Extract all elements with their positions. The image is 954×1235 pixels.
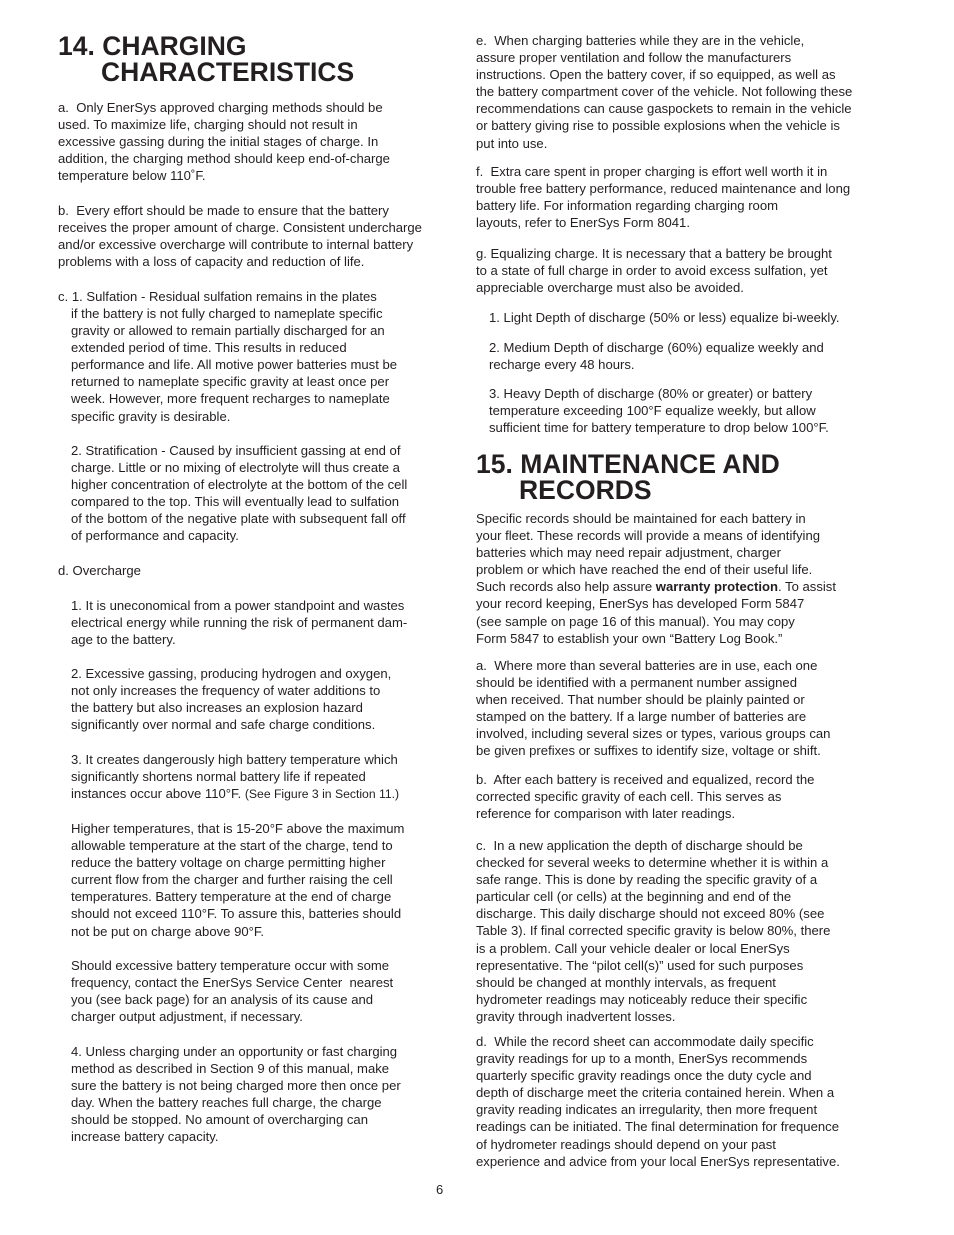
section-15-title-line2: RECORDS bbox=[519, 475, 652, 505]
paragraph-14g3: 3. Heavy Depth of discharge (80% or greater) or battery temperature exceeding 100°F equalize weekly, but allow sufficient time for battery temperature to drop below 100°F. bbox=[489, 386, 829, 436]
section-15-number: 15. bbox=[476, 449, 513, 479]
section-14-number: 14. bbox=[58, 31, 95, 61]
paragraph-15d: d. While the record sheet can accommodate daily specific gravity readings for up to a month, EnerSys recommends quarterly specific gravity readings once the duty cycle and depth of discharge meet the criteria contained herein. When a gravity reading indicates an irregularity, then more frequent readings can be initiated. The final determination for frequence of hydrometer readings should depend on your past experience and advice from your local EnerSys representative. bbox=[476, 1034, 840, 1169]
section-14-title-line1: CHARGING bbox=[102, 31, 247, 61]
paragraph-14e: e. When charging batteries while they are in the vehicle, assure proper ventilation and follow the manufacturers instructions. Open the battery cover, if so equipped, as well as the battery compartment cover of the vehicle. Not following these recommendations can cause gaspockets to remain in the vehicle or battery giving rise to possible explosions when the vehicle is put into use. bbox=[476, 33, 853, 151]
paragraph-14g2: 2. Medium Depth of discharge (60%) equalize weekly and recharge every 48 hours. bbox=[489, 340, 824, 373]
d3-last-text: instances occur above 110°F. bbox=[71, 786, 245, 801]
intro-text-2: . To assist your record keeping, EnerSys has developed Form 5847 (see sample on page 16 of this manual). You may copy Form 5847 to establish your own “Battery Log Book.” bbox=[476, 579, 836, 646]
paragraph-15c: c. In a new application the depth of discharge should be checked for several weeks to determine whether it is within a safe range. This is done by reading the specific gravity of a particular cell (or cells) at the beginning and end of the discharge. This daily discharge should not exceed 80% (see Table 3). If final corrected specific gravity is below 80%, there is a problem. Call your vehicle dealer or local EnerSys representative. The “pilot cell(s)” used for such purposes should be changed at monthly intervals, as frequent hydrometer readings may noticeably reduce their specific gravity through inadvertent losses. bbox=[476, 838, 831, 1024]
paragraph-14f: f. Extra care spent in proper charging is effort well worth it in trouble free battery performance, reduced maintenance and long battery life. For information regarding charging room layouts, refer to EnerSys Form 8041. bbox=[476, 164, 851, 231]
paragraph-14d3-higher-temps: Higher temperatures, that is 15-20°F above the maximum allowable temperature at the start of the charge, tend to reduce the battery voltage on charge permitting higher current flow from the charger and further raising the cell temperatures. Battery temperature at the end of charge should not exceed 110°F. To assure this, batteries should not be put on charge above 90°F. bbox=[71, 821, 405, 939]
warranty-protection-bold: warranty protection bbox=[655, 579, 779, 595]
section-15-title bbox=[476, 451, 780, 503]
intro-text-1: Specific records should be maintained for each battery in your fleet. These records will provide a means of identifying batteries which may need repair adjustment, charger problem or which have reached the end of their useful life. Such records also help assure bbox=[476, 511, 821, 595]
paragraph-14b: b. Every effort should be made to ensure that the battery receives the proper amount of charge. Consistent undercharge and/or excessive overcharge will contribute to internal battery problems with a loss of capacity and reduction of life. bbox=[58, 203, 422, 270]
paragraph-14d4: 4. Unless charging under an opportunity or fast charging method as described in Section 9 of this manual, make sure the battery is not being charged more then once per day. When the battery reaches full charge, the charge should be stopped. No amount of overcharging can increase battery capacity. bbox=[71, 1044, 401, 1145]
paragraph-14c1: if the battery is not fully charged to nameplate specific gravity or allowed to remain partially discharged for an extended period of time. This results in reduced performance and life. All motive power batteries must be returned to nameplate specific gravity at least once per week. However, more frequent recharges to nameplate specific gravity is desirable. bbox=[71, 306, 398, 424]
paragraph-15a: a. Where more than several batteries are in use, each one should be identified with a permanent number assigned when received. That number should be plainly painted or stamped on the battery. If a large number of batteries are involved, including several sizes or types, various groups can be given prefixes or suffixes to identify size, voltage or shift. bbox=[476, 658, 831, 759]
section-14-title bbox=[58, 33, 354, 85]
section-15-title-line1: MAINTENANCE AND bbox=[520, 449, 780, 479]
paragraph-14d3-service-center: Should excessive battery temperature occur with some frequency, contact the EnerSys Service Center nearest you (see back page) for an analysis of its cause and charger output adjustment, if necessary. bbox=[71, 958, 394, 1025]
paragraph-14d-heading: d. Overcharge bbox=[58, 563, 141, 578]
paragraph-15-intro bbox=[476, 510, 836, 647]
paragraph-15b: b. After each battery is received and equalized, record the corrected specific gravity of each cell. This serves as reference for comparison with later readings. bbox=[476, 772, 815, 822]
page-number: 6 bbox=[436, 1182, 444, 1197]
paragraph-14c1-first-line: c. 1. Sulfation - Residual sulfation remains in the plates bbox=[58, 289, 377, 304]
paragraph-14d3: 3. It creates dangerously high battery temperature which significantly shortens normal battery life if repeated bbox=[71, 752, 398, 785]
paragraph-14d3-last-line bbox=[71, 785, 399, 803]
paragraph-14g1: 1. Light Depth of discharge (50% or less) equalize bi-weekly. bbox=[489, 310, 840, 325]
figure-reference: (See Figure 3 in Section 11.) bbox=[244, 787, 400, 801]
paragraph-14d2: 2. Excessive gassing, producing hydrogen and oxygen, not only increases the frequency of water additions to the battery but also increases an explosion hazard significantly over normal and safe charge conditions. bbox=[71, 666, 392, 733]
paragraph-14c2: 2. Stratification - Caused by insufficient gassing at end of charge. Little or no mixing of electrolyte will thus create a higher concentration of electrolyte at the bottom of the cell compared to the top. This will eventually lead to sulfation of the bottom of the negative plate with subsequent fall off of performance and capacity. bbox=[71, 443, 408, 544]
paragraph-14g: g. Equalizing charge. It is necessary that a battery be brought to a state of full charge in order to avoid excess sulfation, yet appreciable overcharge must also be avoided. bbox=[476, 246, 832, 296]
section-14-title-line2: CHARACTERISTICS bbox=[101, 57, 355, 87]
paragraph-14a: a. Only EnerSys approved charging methods should be used. To maximize life, charging should not result in excessive gassing during the initial stages of charge. In addition, the charging method should keep end-of-charge temperature below 110˚F. bbox=[58, 100, 390, 184]
paragraph-14d1: 1. It is uneconomical from a power standpoint and wastes electrical energy while running the risk of permanent dam- age to the battery. bbox=[71, 598, 408, 648]
